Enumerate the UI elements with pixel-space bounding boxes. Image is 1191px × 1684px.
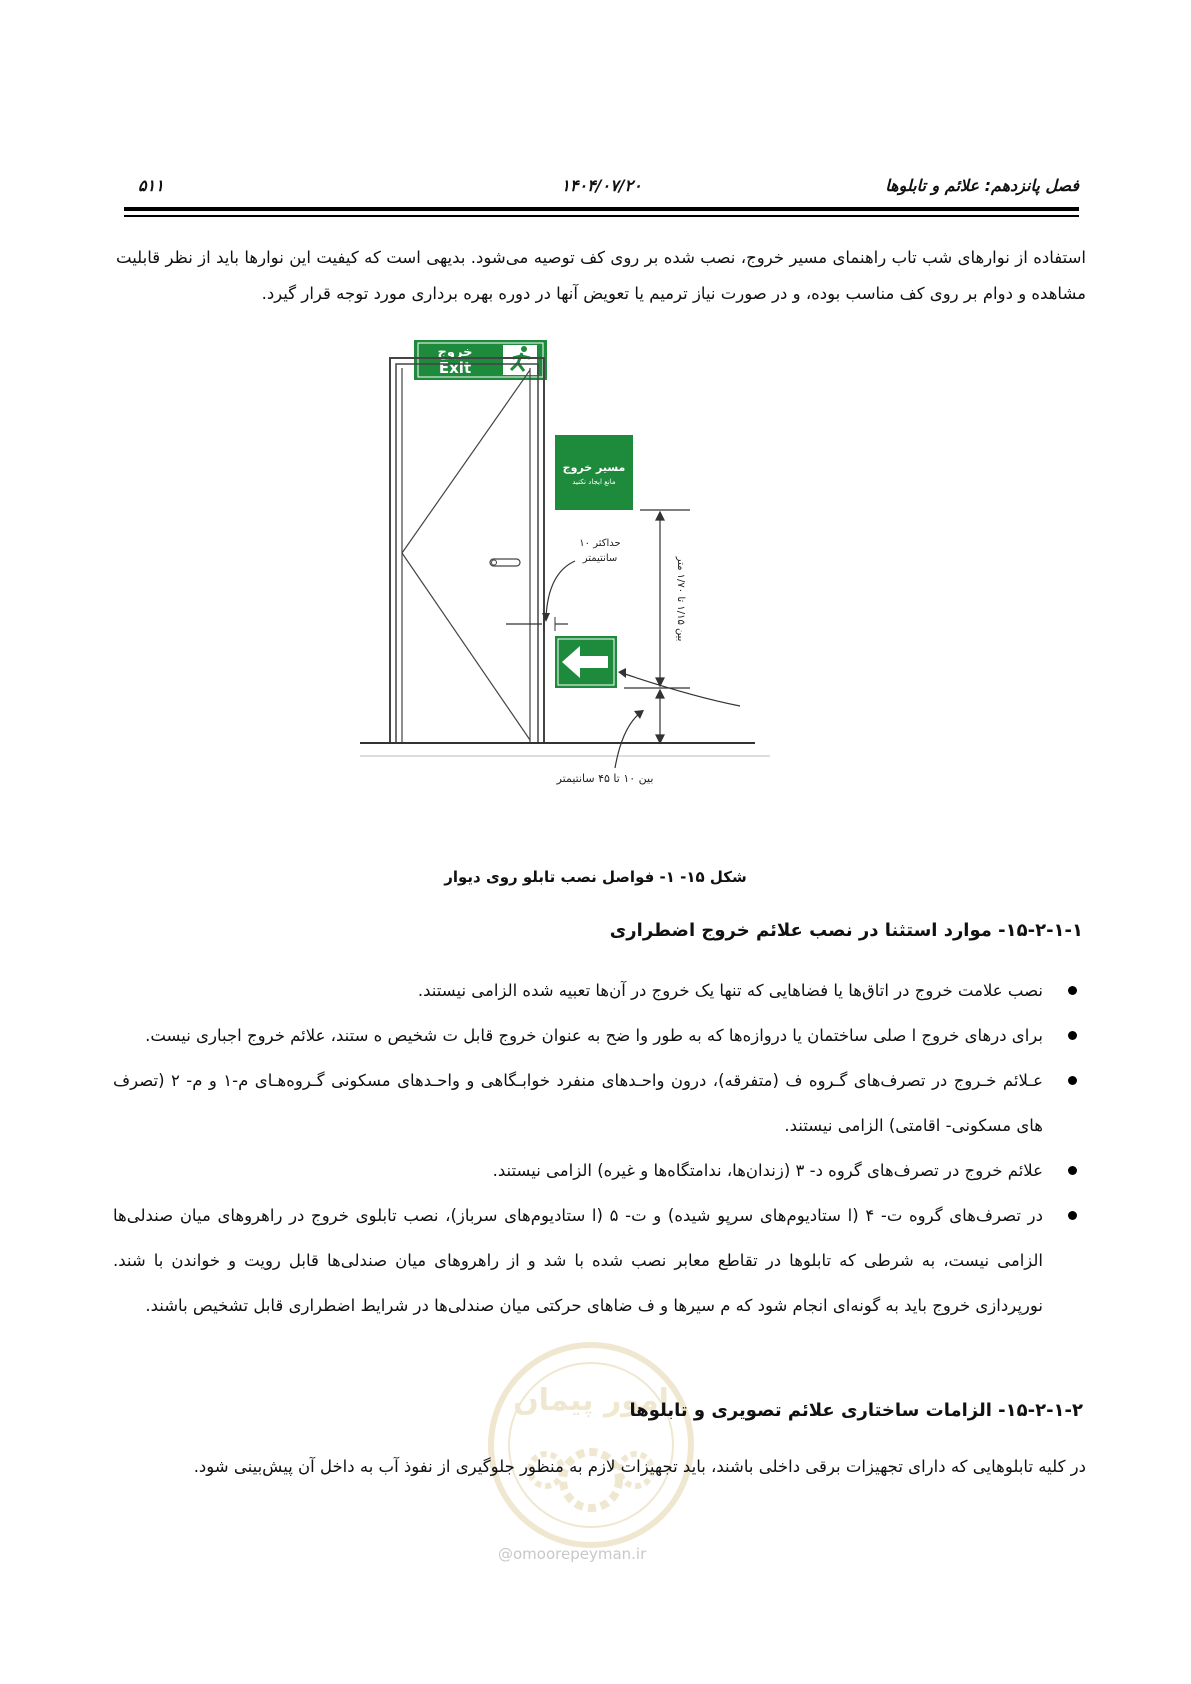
- bullet-icon: [1068, 1211, 1077, 1220]
- list-item-text: برای درهای خروج ا صلی ساختمان یا دروازه‌ها که به طور وا ضح به عنوان خروج قابل ت شخیص ه ستند، علائم خروج اجباری نیست.: [145, 1026, 1043, 1045]
- bullet-icon: [1068, 1076, 1077, 1085]
- watermark-logo-text: امور پیمان: [513, 1383, 669, 1418]
- door-handle-icon: [490, 559, 520, 566]
- intro-paragraph: استفاده از نوارهای شب تاب راهنمای مسیر خروج، نصب شده بر روی کف توصیه می‌شود. بدیهی است که کیفیت این نوارها باید از نظر قابلیت مشاهده و دوام بر روی کف مناسب بوده، و در صورت نیاز ترمیم یا تعویض آنها در دوره بهره برداری مورد توجه قرار گیرد.: [116, 248, 1086, 303]
- header-rule-thick: [124, 207, 1079, 211]
- exit-sign-fa: خروج: [437, 345, 473, 360]
- page-header: [124, 176, 1079, 206]
- bullet-icon: [1068, 986, 1077, 995]
- door: [390, 358, 544, 743]
- max-distance-line2: سانتیمتر: [582, 553, 618, 564]
- floor-distance-label: بین ۱۰ تا ۴۵ سانتیمتر: [556, 772, 654, 785]
- list-item: [113, 968, 1083, 1013]
- route-sign-title: مسیر خروج: [562, 461, 626, 474]
- bullet-icon: [1068, 1166, 1077, 1175]
- list-item-text: نصب علامت خروج در اتاق‌ها یا فضاهایی که تنها یک خروج در آن‌ها تعبیه شده الزامی نیستند.: [417, 981, 1043, 1000]
- list-item: [113, 1013, 1083, 1058]
- chapter-title: فصل پانزدهم: علائم و تابلوها: [885, 176, 1079, 195]
- list-item: [113, 1148, 1083, 1193]
- section2-paragraph: در کلیه تابلوهایی که دارای تجهیزات برقی داخلی باشند، باید تجهیزات لازم به منظور جلوگیری از نفوذ آب به داخل آن پیش‌بینی شود.: [193, 1457, 1086, 1476]
- exit-sign-installation-diagram: [360, 328, 840, 848]
- list-item: [113, 1193, 1083, 1328]
- arrow-sign: [555, 636, 617, 688]
- list-item: [113, 1058, 1083, 1148]
- page-number: ۵۱۱: [138, 176, 164, 195]
- running-man-icon: [503, 345, 537, 375]
- list-item-text: علائم خروج در تصرف‌های گروه د- ۳ (زندان‌ها، ندامتگاه‌ها و غیره) الزامی نیستند.: [492, 1161, 1043, 1180]
- section2-heading: ۱۵-۲-۱-۲- الزامات ساختاری علائم تصویری و تابلوها: [629, 1400, 1083, 1421]
- section1-heading: ۱۵-۲-۱-۱- موارد استثنا در نصب علائم خروج اضطراری: [609, 920, 1083, 941]
- route-sign-subtitle: مانع ایجاد نکنید: [572, 478, 616, 486]
- section1-bullet-list: [113, 968, 1083, 1328]
- list-item-text: عـلائم خـروج در تصرف‌های گـروه ف (متفرقه)، درون واحـدهای منفرد خوابـگاهی و واحـدهای مسکونی گـروه‌هـای م-۱ و م- ۲ (تصرف های مسکونی- اقامتی) الزامی نیستند.: [113, 1071, 1043, 1135]
- header-rule-thin: [124, 215, 1079, 217]
- figure-caption: شکل ۱۵- ۱- فواصل نصب تابلو روی دیوار: [444, 868, 747, 886]
- height-range-label: بین ۱/۱۵ تا ۱/۷۰ متر: [675, 556, 686, 642]
- max-distance-line1: حداکثر ۱۰: [579, 538, 621, 549]
- header-date: ۱۴۰۴/۰۷/۲۰: [561, 176, 642, 195]
- bullet-icon: [1068, 1031, 1077, 1040]
- route-sign: [555, 435, 633, 510]
- list-item-text: در تصرف‌های گروه ت- ۴ (ا ستادیوم‌های سرپو شیده) و ت- ۵ (ا ستادیوم‌های سرباز)، نصب تابلوی خروج در راهروهای میان صندلی‌ها الزامی نیست، به شرطی که تابلوها در تقاطع معابر نصب شده با شد و از راهروهای میان صندلی‌ها قابل رویت و خواندن با شند. نورپردازی خروج باید به گونه‌ای انجام شود که م سیرها و ف ضاهای حرکتی میان صندلی‌ها در شرایط اضطراری قابل تشخیص باشند.: [113, 1206, 1043, 1315]
- watermark-text: @omoorepeyman.ir: [498, 1545, 647, 1563]
- exit-sign-en: Exit: [438, 359, 472, 377]
